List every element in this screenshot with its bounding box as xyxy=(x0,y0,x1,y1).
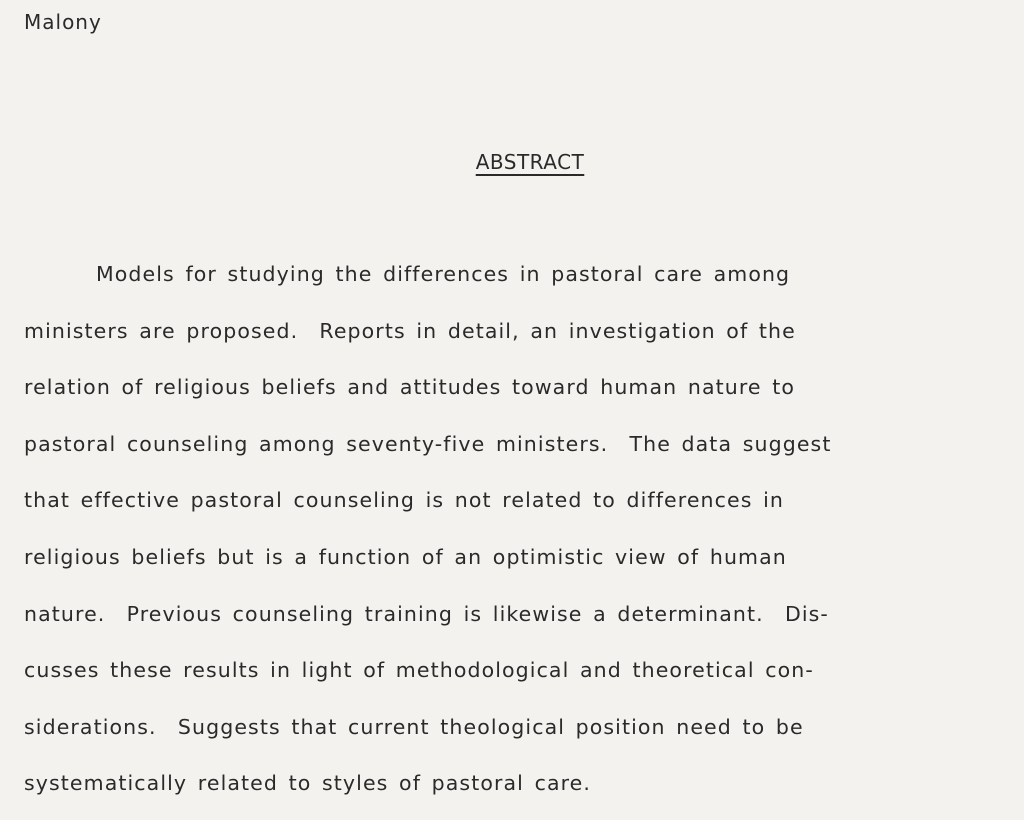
running-head: Malony xyxy=(24,10,102,34)
abstract-line: siderations. Suggests that current theological position need to be xyxy=(24,714,804,739)
abstract-title: ABSTRACT xyxy=(475,150,585,174)
abstract-line: cusses these results in light of methodological and theoretical con- xyxy=(24,658,814,683)
abstract-line: relation of religious beliefs and attitudes toward human nature to xyxy=(24,375,796,400)
abstract-line: pastoral counseling among seventy-five ministers. The data suggest xyxy=(24,431,832,456)
abstract-line: Models for studying the differences in pastoral care among xyxy=(96,262,791,286)
abstract-line: religious beliefs but is a function of an optimistic view of human xyxy=(24,544,787,569)
abstract-line: systematically related to styles of pastoral care. xyxy=(24,771,592,796)
abstract-body xyxy=(24,254,1014,820)
abstract-line: that effective pastoral counseling is not related to differences in xyxy=(24,488,785,513)
abstract-heading xyxy=(0,150,1024,174)
abstract-line: nature. Previous counseling training is likewise a determinant. Dis- xyxy=(24,601,829,626)
abstract-line: ministers are proposed. Reports in detail, an investigation of the xyxy=(24,318,796,343)
